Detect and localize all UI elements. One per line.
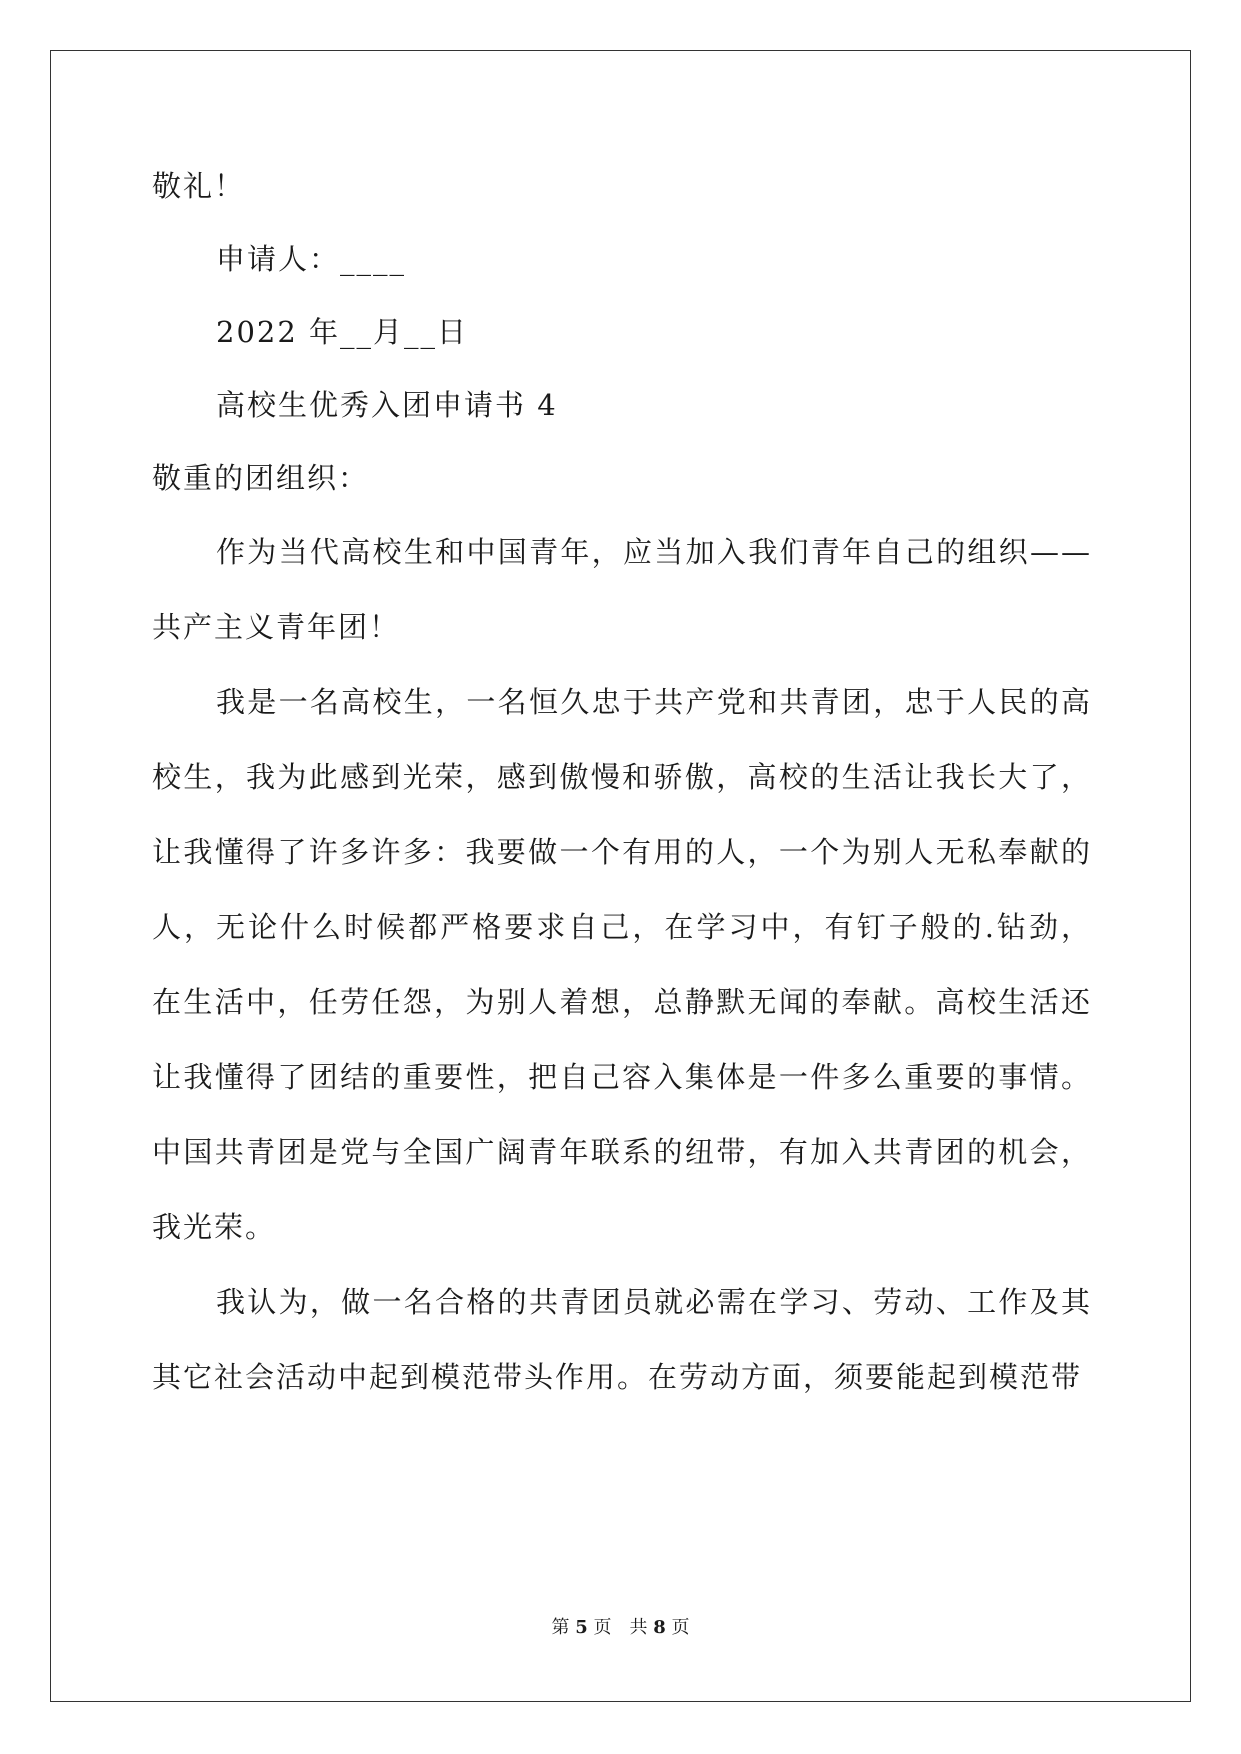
- total-page-number: 8: [653, 1617, 666, 1638]
- closing-line: 敬礼！: [152, 169, 246, 203]
- paragraph: 作为当代高校生和中国青年，应当加入我们青年自己的组织——共产主义青年团！: [152, 535, 1092, 644]
- date-line: 2022 年__月__日: [216, 315, 469, 349]
- paragraph: 我是一名高校生，一名恒久忠于共产党和共青团，忠于人民的高校生，我为此感到光荣，感到傲慢和骄傲，高校的生活让我长大了，让我懂得了许多许多：我要做一个有用的人，一个为别人无私奉献的人，无论什么时候都严格要求自己，在学习中，有钉子般的.钻劲，在生活中，任劳任怨，为别人着想，总静默无闻的奉献。高校生活还让我懂得了团结的重要性，把自己容入集体是一件多么重要的事情。中国共青团是党与全国广阔青年联系的纽带，有加入共青团的机会，我光荣。: [152, 685, 1092, 1244]
- document-body: [152, 150, 1092, 1415]
- current-page-number: 5: [575, 1617, 588, 1638]
- footer-prefix: 第: [551, 1617, 570, 1638]
- section-title: 高校生优秀入团申请书 4: [216, 388, 558, 422]
- footer-mid: 页 共: [593, 1617, 648, 1638]
- footer-suffix: 页: [671, 1617, 690, 1638]
- salutation-line: 敬重的团组织：: [152, 461, 370, 495]
- page-footer: [0, 1613, 1241, 1639]
- paragraph: 我认为，做一名合格的共青团员就必需在学习、劳动、工作及其其它社会活动中起到模范带头作用。在劳动方面，须要能起到模范带: [152, 1285, 1092, 1394]
- applicant-line: 申请人：____: [216, 242, 407, 276]
